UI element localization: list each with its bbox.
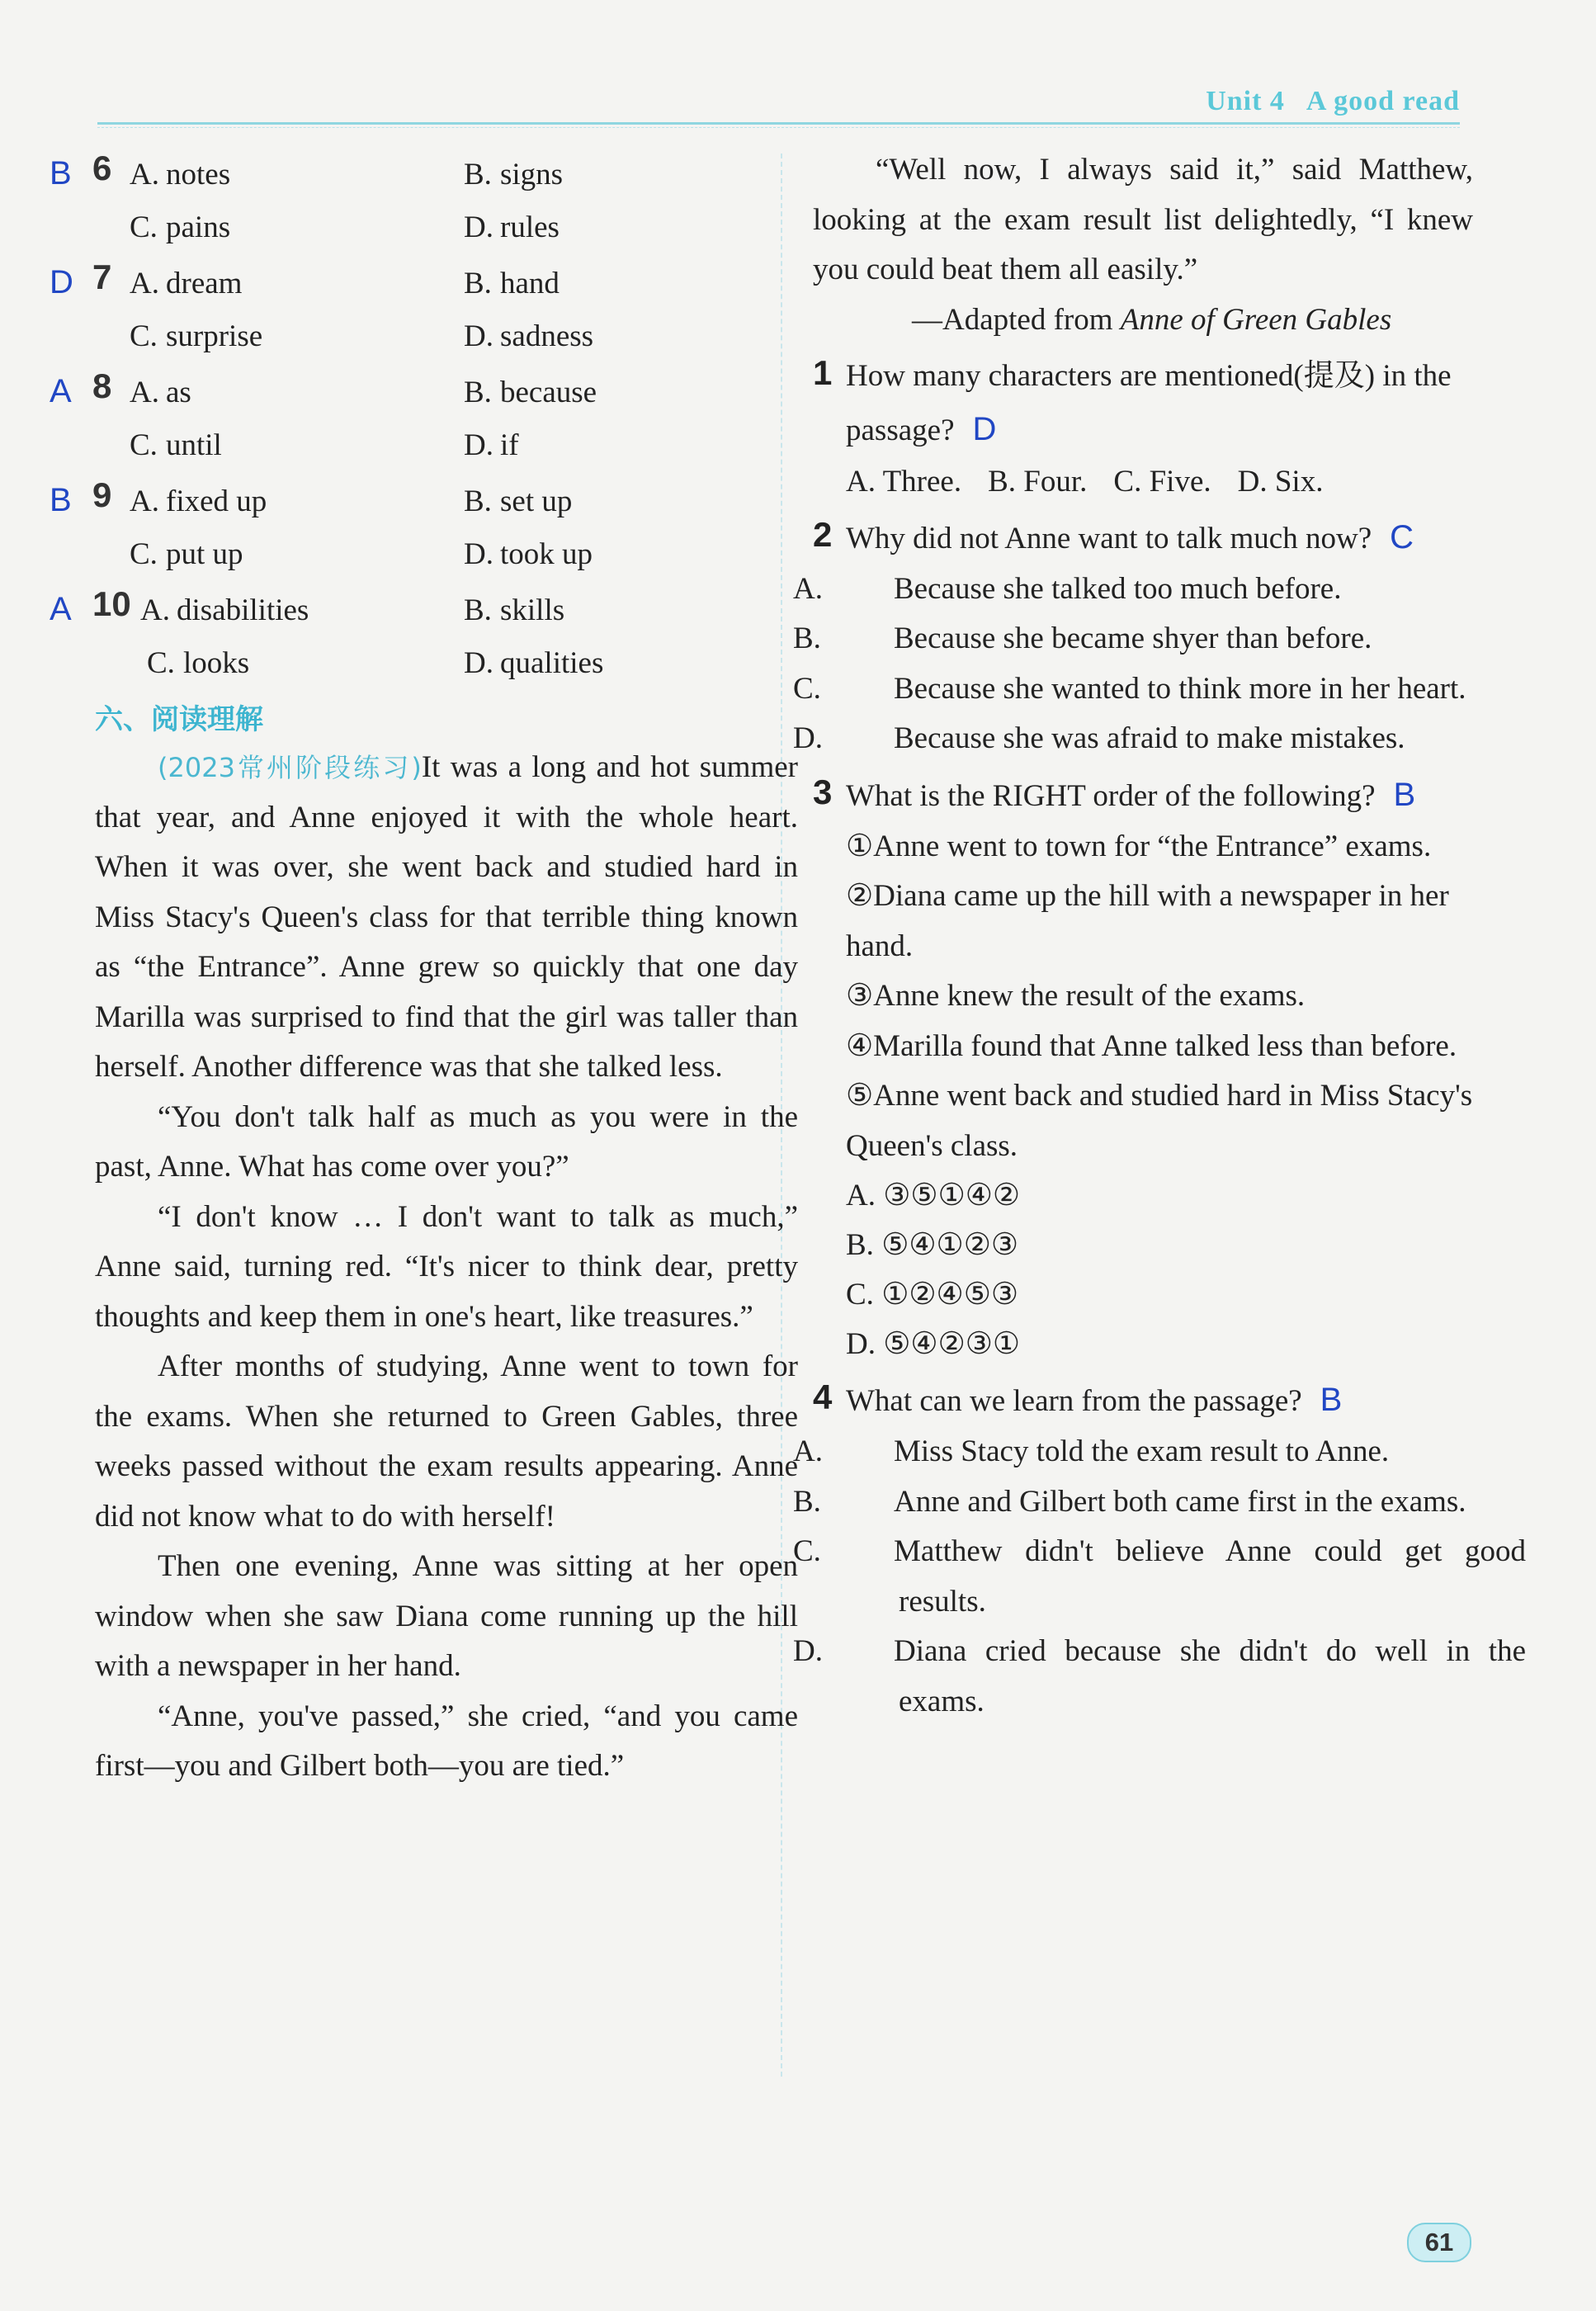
passage-paragraph-3: “I don't know … I don't want to talk as much,” Anne said, turning red. “It's nicer to think dear, pretty thoughts and keep them in one's heart, like treasures.” xyxy=(95,1199,798,1334)
handwritten-answer: B xyxy=(1320,1382,1343,1418)
question-number: 7 xyxy=(92,258,112,296)
question-text: How many characters are mentioned(提及) in the passage? xyxy=(846,358,1452,447)
option-c[interactable]: C. until xyxy=(130,428,222,462)
option-d[interactable]: D. Because she was afraid to make mistakes. xyxy=(793,721,1405,755)
passage-paragraph-1: (2023常州阶段练习)It was a long and hot summer that year, and Anne enjoyed it with the whole heart. When it was over, she went back and studied hard in Miss Stacy's Queen's class for that terrible thing known as “the Entrance”. Anne grew so quickly that one day Marilla was surprised to find that the girl was taller than herself. Another difference was that she talked less. xyxy=(95,750,798,1084)
book-title: Anne of Green Gables xyxy=(1120,302,1392,337)
question-text: What is the RIGHT order of the following? xyxy=(846,778,1376,813)
option-c[interactable]: C. pains xyxy=(130,210,231,244)
handwritten-answer: B xyxy=(50,155,72,191)
handwritten-answer: B xyxy=(1393,776,1416,813)
cloze-question-10-cd xyxy=(50,639,751,693)
unit-header xyxy=(1206,86,1460,117)
option-b[interactable]: B. Because she became shyer than before. xyxy=(793,621,1372,655)
order-item: ③Anne knew the result of the exams. xyxy=(846,979,1306,1013)
option-c[interactable]: C. Matthew didn't believe Anne could get good results. xyxy=(793,1534,1526,1619)
handwritten-answer: B xyxy=(50,482,72,518)
option-c[interactable]: C. ①②④⑤③ xyxy=(846,1278,1019,1311)
option-c[interactable]: C. put up xyxy=(130,537,243,571)
option-b[interactable]: B. because xyxy=(464,376,597,409)
option-d[interactable]: D. Six. xyxy=(1237,464,1324,499)
passage-source: —Adapted from Anne of Green Gables xyxy=(912,302,1392,337)
option-d[interactable]: D. qualities xyxy=(464,646,604,680)
question-number: 8 xyxy=(92,366,112,405)
option-c[interactable]: C. Five. xyxy=(1113,464,1211,499)
option-d[interactable]: D. sadness xyxy=(464,319,594,353)
option-d[interactable]: D. ⑤④②③① xyxy=(846,1327,1021,1361)
option-a[interactable]: A. Miss Stacy told the exam result to Anne. xyxy=(793,1434,1390,1468)
option-b[interactable]: B. signs xyxy=(464,158,564,191)
option-a[interactable]: A. dream xyxy=(130,267,243,300)
option-c[interactable]: C. looks xyxy=(147,646,250,680)
question-1-options xyxy=(813,457,1473,507)
option-d[interactable]: D. Diana cried because she didn't do well in the exams. xyxy=(793,1634,1526,1718)
question-text: What can we learn from the passage? xyxy=(846,1384,1302,1418)
question-number: 6 xyxy=(92,149,112,187)
option-a[interactable]: A. ③⑤①④② xyxy=(846,1179,1021,1212)
option-d[interactable]: D. rules xyxy=(464,210,560,244)
question-text: Why did not Anne want to talk much now? xyxy=(846,521,1372,555)
option-c[interactable]: C. Because she wanted to think more in her heart. xyxy=(793,671,1466,706)
cloze-question-8 xyxy=(50,366,751,421)
option-b[interactable]: B. set up xyxy=(464,484,573,518)
source-tag: (2023常州阶段练习) xyxy=(158,752,422,783)
handwritten-answer: D xyxy=(50,264,73,300)
question-number: 2 xyxy=(813,514,833,554)
option-b[interactable]: B. skills xyxy=(464,593,565,627)
cloze-question-8-cd xyxy=(50,421,751,475)
header-rule-dashed xyxy=(97,127,1460,128)
handwritten-answer: A xyxy=(50,591,72,627)
option-b[interactable]: B. Four. xyxy=(988,464,1088,499)
question-number: 10 xyxy=(92,584,131,623)
order-item: ①Anne went to town for “the Entrance” exams. xyxy=(846,829,1432,863)
question-number: 4 xyxy=(813,1378,833,1416)
option-a[interactable]: A. as xyxy=(130,376,191,409)
option-b[interactable]: B. hand xyxy=(464,267,560,300)
passage-paragraph-4: After months of studying, Anne went to town for the exams. When she returned to Green Gables, three weeks passed without the exam results appearing. Anne did not know what to do with herself! xyxy=(95,1349,798,1534)
option-d[interactable]: D. took up xyxy=(464,537,593,571)
option-a[interactable]: A. notes xyxy=(130,158,231,191)
passage-paragraph-5: Then one evening, Anne was sitting at her open window when she saw Diana come running up the hill with a newspaper in her hand. xyxy=(95,1549,798,1683)
cloze-question-10 xyxy=(50,584,751,639)
question-3 xyxy=(813,769,1473,822)
handwritten-answer: D xyxy=(972,410,997,447)
unit-title: A good read xyxy=(1306,86,1460,116)
handwritten-answer: C xyxy=(1390,518,1414,555)
left-column xyxy=(50,149,798,1792)
question-3-options-cd xyxy=(813,1270,1473,1369)
cloze-question-9-cd xyxy=(50,530,751,584)
cloze-question-6 xyxy=(50,149,751,203)
header-rule xyxy=(97,122,1460,125)
page-number: 61 xyxy=(1407,2223,1471,2262)
passage-paragraph-7: “Well now, I always said it,” said Matthew, looking at the exam result list delightedly, “I knew you could beat them all easily.” xyxy=(813,153,1473,286)
question-number: 3 xyxy=(813,772,833,811)
question-2 xyxy=(813,512,1473,565)
order-item: ②Diana came up the hill with a newspaper in her hand. xyxy=(846,879,1449,963)
section-title: 六、阅读理解 xyxy=(95,703,263,736)
option-a[interactable]: A. Three. xyxy=(846,464,962,499)
cloze-question-9 xyxy=(50,475,751,530)
order-item: ④Marilla found that Anne talked less than before. xyxy=(846,1028,1457,1063)
option-c[interactable]: C. surprise xyxy=(130,319,263,353)
option-b[interactable]: B. Anne and Gilbert both came first in the exams. xyxy=(793,1484,1466,1519)
option-a[interactable]: A. Because she talked too much before. xyxy=(793,571,1342,606)
question-3-options-ab xyxy=(813,1171,1473,1270)
cloze-question-7 xyxy=(50,258,751,312)
question-number: 1 xyxy=(813,352,833,392)
cloze-question-7-cd xyxy=(50,312,751,366)
passage-paragraph-6: “Anne, you've passed,” she cried, “and you came first—you and Gilbert both—you are tied.” xyxy=(95,1699,798,1783)
unit-label: Unit 4 xyxy=(1206,86,1285,116)
cloze-question-6-cd xyxy=(50,203,751,258)
option-a[interactable]: A. disabilities xyxy=(140,593,309,627)
question-4 xyxy=(813,1374,1473,1427)
question-1 xyxy=(813,350,1473,457)
option-a[interactable]: A. fixed up xyxy=(130,484,267,518)
right-column xyxy=(793,145,1526,1727)
passage-paragraph-2: “You don't talk half as much as you were in the past, Anne. What has come over you?” xyxy=(95,1099,798,1184)
option-d[interactable]: D. if xyxy=(464,428,519,462)
option-b[interactable]: B. ⑤④①②③ xyxy=(846,1228,1019,1262)
question-number: 9 xyxy=(92,475,112,514)
order-item: ⑤Anne went back and studied hard in Miss Stacy's Queen's class. xyxy=(846,1079,1473,1163)
handwritten-answer: A xyxy=(50,373,72,409)
